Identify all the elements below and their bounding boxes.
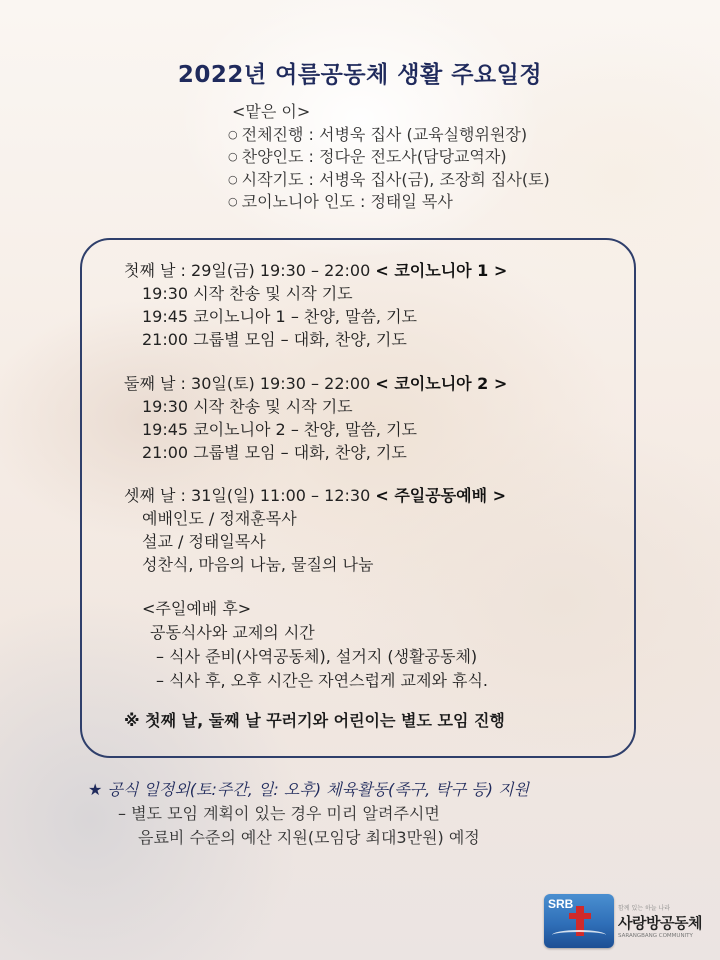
schedule-item: 19:30 시작 찬송 및 시작 기도 [142, 284, 353, 303]
schedule-item: 19:30 시작 찬송 및 시작 기도 [142, 397, 353, 416]
sports-main: ★ 공식 일정외(토:주간, 일: 오후) 체육활동(족구, 탁구 등) 지원 [88, 780, 529, 799]
schedule-item: 예배인도 / 정재훈목사 [142, 509, 297, 528]
schedule-item: 19:45 코이노니아 1 – 찬양, 말씀, 기도 [142, 307, 417, 326]
logo-tagline: 함께 있는 하늘 나라 [618, 905, 671, 912]
attendee-item: ○ 코이노니아 인도 : 정태일 목사 [228, 192, 453, 211]
bullet-icon: ○ [228, 150, 238, 163]
day-3-block [124, 484, 506, 576]
after-service-heading: <주일예배 후> [142, 599, 252, 618]
schedule-item: 21:00 그룹별 모임 – 대화, 찬양, 기도 [142, 330, 407, 349]
day-1-block [124, 259, 507, 351]
day-header: 첫째 날 : 29일(금) 19:30 – 22:00 < 코이노니아 1 > [124, 261, 508, 280]
after-service-section [142, 597, 488, 693]
logo-mark-icon [544, 894, 614, 948]
schedule-item: 성찬식, 마음의 나눔, 물질의 나눔 [142, 555, 374, 574]
schedule-item: 21:00 그룹별 모임 – 대화, 찬양, 기도 [142, 443, 407, 462]
kids-note: ※ 첫째 날, 둘째 날 꾸러기와 어린이는 별도 모임 진행 [124, 711, 505, 730]
day-2-block [124, 372, 507, 464]
schedule-item: 설교 / 정태일목사 [142, 532, 266, 551]
bullet-icon: ○ [228, 172, 238, 186]
after-service-item: – 식사 후, 오후 시간은 자연스럽게 교제와 휴식. [156, 671, 488, 690]
schedule-item: 19:45 코이노니아 2 – 찬양, 말씀, 기도 [142, 420, 417, 439]
day-header: 둘째 날 : 30일(토) 19:30 – 22:00 < 코이노니아 2 > [124, 374, 508, 393]
day-header: 셋째 날 : 31일(일) 11:00 – 12:30 < 주일공동예배 > [124, 486, 507, 505]
community-logo [544, 894, 708, 948]
bullet-icon: ○ [228, 195, 238, 208]
page-title: 2022년 여름공동체 생활 주요일정 [177, 62, 543, 88]
logo-abbr: SRB [548, 897, 574, 911]
logo-name: 사랑방공동체 [618, 914, 702, 932]
after-service-item: – 식사 준비(사역공동체), 설거지 (생활공동체) [156, 647, 478, 666]
sports-line: – 별도 모임 계획이 있는 경우 미리 알려주시면 [118, 804, 440, 823]
logo-english: SARANGBANG COMMUNITY [618, 933, 693, 939]
attendees-section [228, 101, 550, 214]
after-service-subheading: 공동식사와 교제의 시간 [150, 623, 315, 642]
attendee-item: ○ 시작기도 : 서병욱 집사(금), 조장희 집사(토) [228, 169, 550, 189]
attendee-item: ○ 전체진행 : 서병욱 집사 (교육실행위원장) [228, 124, 528, 144]
sports-line: 음료비 수준의 예산 지원(모임당 최대3만원) 예정 [138, 828, 480, 847]
wave-icon [552, 930, 606, 940]
logo-text [618, 903, 702, 939]
sports-section [88, 778, 529, 850]
attendees-heading: <맡은 이> [232, 102, 311, 121]
attendee-item: ○ 찬양인도 : 정다운 전도사(담당교역자) [228, 147, 507, 166]
bullet-icon: ○ [228, 127, 238, 141]
